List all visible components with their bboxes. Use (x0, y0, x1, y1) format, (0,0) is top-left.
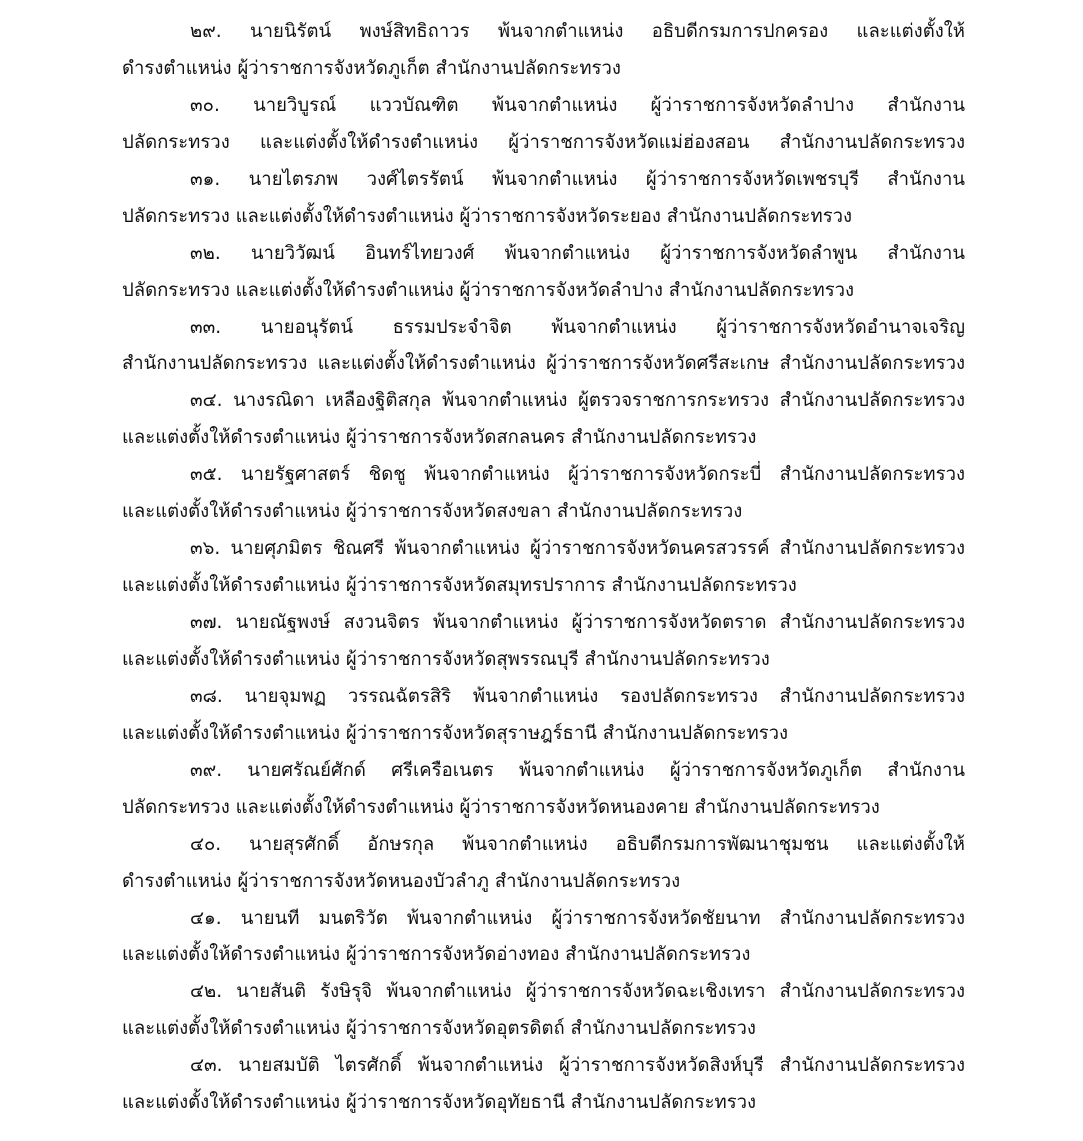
entry-line-2: และแต่งตั้งให้ดำรงตำแหน่ง ผู้ว่าราชการจังหวัดสมุทรปราการ สำนักงานปลัดกระทรวง (122, 575, 797, 597)
entry-43 (122, 1048, 965, 1122)
entry-line-1: ๓๐. นายวิบูรณ์ แววบัณฑิต พ้นจากตำแหน่ง ผู้ว่าราชการจังหวัดลำปาง สำนักงาน (190, 94, 965, 116)
entry-line-2: ดำรงตำแหน่ง ผู้ว่าราชการจังหวัดภูเก็ต สำนักงานปลัดกระทรวง (122, 57, 621, 79)
entry-line-1: ๔๓. นายสมบัติ ไตรศักดิ์ พ้นจากตำแหน่ง ผู้ว่าราชการจังหวัดสิงห์บุรี สำนักงานปลัดกระทรวง (190, 1055, 965, 1077)
entry-line-2: และแต่งตั้งให้ดำรงตำแหน่ง ผู้ว่าราชการจังหวัดสุพรรณบุรี สำนักงานปลัดกระทรวง (122, 648, 770, 670)
entry-29 (122, 14, 965, 88)
entry-34 (122, 383, 965, 457)
entry-line-2: และแต่งตั้งให้ดำรงตำแหน่ง ผู้ว่าราชการจังหวัดสกลนคร สำนักงานปลัดกระทรวง (122, 427, 757, 449)
document-body (122, 14, 965, 1122)
entry-line-1: ๓๓. นายอนุรัตน์ ธรรมประจำจิต พ้นจากตำแหน่ง ผู้ว่าราชการจังหวัดอำนาจเจริญ (190, 316, 965, 338)
entry-line-2: ปลัดกระทรวง และแต่งตั้งให้ดำรงตำแหน่ง ผู้ว่าราชการจังหวัดระยอง สำนักงานปลัดกระทรวง (122, 205, 853, 227)
entry-line-1: ๓๑. นายไตรภพ วงศ์ไตรรัตน์ พ้นจากตำแหน่ง ผู้ว่าราชการจังหวัดเพชรบุรี สำนักงาน (190, 168, 965, 190)
entry-30 (122, 88, 965, 162)
entry-line-1: ๓๙. นายศรัณย์ศักด์ ศรีเครือเนตร พ้นจากตำแหน่ง ผู้ว่าราชการจังหวัดภูเก็ต สำนักงาน (190, 759, 965, 781)
entry-39 (122, 753, 965, 827)
entry-line-1: ๓๗. นายณัฐพงษ์ สงวนจิตร พ้นจากตำแหน่ง ผู้ว่าราชการจังหวัดตราด สำนักงานปลัดกระทรวง (190, 612, 965, 633)
entry-line-1: ๓๔. นางรณิดา เหลืองฐิติสกุล พ้นจากตำแหน่ง ผู้ตรวจราชการกระทรวง สำนักงานปลัดกระทรวง (190, 390, 965, 412)
entry-line-2: และแต่งตั้งให้ดำรงตำแหน่ง ผู้ว่าราชการจังหวัดอ่างทอง สำนักงานปลัดกระทรวง (122, 944, 751, 966)
entry-line-2: สำนักงานปลัดกระทรวง และแต่งตั้งให้ดำรงตำแหน่ง ผู้ว่าราชการจังหวัดศรีสะเกษ สำนักงานปลัดกระทรวง (122, 353, 965, 375)
entry-32 (122, 236, 965, 310)
entry-33 (122, 310, 965, 384)
entry-35 (122, 457, 965, 531)
entry-line-2: และแต่งตั้งให้ดำรงตำแหน่ง ผู้ว่าราชการจังหวัดสุราษฎร์ธานี สำนักงานปลัดกระทรวง (122, 722, 789, 744)
entry-line-1: ๓๖. นายศุภมิตร ชิณศรี พ้นจากตำแหน่ง ผู้ว่าราชการจังหวัดนครสวรรค์ สำนักงานปลัดกระทรวง (190, 538, 965, 560)
entry-line-1: ๔๐. นายสุรศักดิ์ อักษรกุล พ้นจากตำแหน่ง อธิบดีกรมการพัฒนาชุมชน และแต่งตั้งให้ (190, 833, 965, 855)
entry-31 (122, 162, 965, 236)
entry-line-1: ๓๕. นายรัฐศาสตร์ ชิดชู พ้นจากตำแหน่ง ผู้ว่าราชการจังหวัดกระบี่ สำนักงานปลัดกระทรวง (190, 464, 965, 486)
entry-42 (122, 974, 965, 1048)
entry-line-2: ปลัดกระทรวง และแต่งตั้งให้ดำรงตำแหน่ง ผู้ว่าราชการจังหวัดแม่ฮ่องสอน สำนักงานปลัดกระทรวง (122, 131, 965, 153)
entry-line-2: และแต่งตั้งให้ดำรงตำแหน่ง ผู้ว่าราชการจังหวัดอุตรดิตถ์ สำนักงานปลัดกระทรวง (122, 1018, 756, 1040)
entry-38 (122, 679, 965, 753)
entry-36 (122, 531, 965, 605)
entry-line-1: ๓๒. นายวิวัฒน์ อินทร์ไทยวงศ์ พ้นจากตำแหน่ง ผู้ว่าราชการจังหวัดลำพูน สำนักงาน (190, 242, 965, 264)
entry-line-1: ๔๑. นายนที มนตริวัต พ้นจากตำแหน่ง ผู้ว่าราชการจังหวัดชัยนาท สำนักงานปลัดกระทรวง (190, 907, 965, 929)
entry-line-1: ๓๘. นายจุมพฏ วรรณฉัตรสิริ พ้นจากตำแหน่ง รองปลัดกระทรวง สำนักงานปลัดกระทรวง (190, 685, 965, 707)
entry-41 (122, 901, 965, 975)
entry-line-2: และแต่งตั้งให้ดำรงตำแหน่ง ผู้ว่าราชการจังหวัดสงขลา สำนักงานปลัดกระทรวง (122, 501, 743, 523)
entry-line-2: ปลัดกระทรวง และแต่งตั้งให้ดำรงตำแหน่ง ผู้ว่าราชการจังหวัดหนองคาย สำนักงานปลัดกระทรวง (122, 796, 880, 818)
entry-37 (122, 605, 965, 679)
entry-line-2: และแต่งตั้งให้ดำรงตำแหน่ง ผู้ว่าราชการจังหวัดอุทัยธานี สำนักงานปลัดกระทรวง (122, 1092, 757, 1114)
entry-40 (122, 827, 965, 901)
entry-line-2: ปลัดกระทรวง และแต่งตั้งให้ดำรงตำแหน่ง ผู้ว่าราชการจังหวัดลำปาง สำนักงานปลัดกระทรวง (122, 279, 855, 301)
entry-line-1: ๔๒. นายสันติ รังษิรุจิ พ้นจากตำแหน่ง ผู้ว่าราชการจังหวัดฉะเชิงเทรา สำนักงานปลัดกระทรวง (190, 981, 965, 1003)
entry-line-1: ๒๙. นายนิรัตน์ พงษ์สิทธิถาวร พ้นจากตำแหน่ง อธิบดีกรมการปกครอง และแต่งตั้งให้ (190, 21, 965, 42)
entry-line-2: ดำรงตำแหน่ง ผู้ว่าราชการจังหวัดหนองบัวลำภู สำนักงานปลัดกระทรวง (122, 870, 681, 892)
